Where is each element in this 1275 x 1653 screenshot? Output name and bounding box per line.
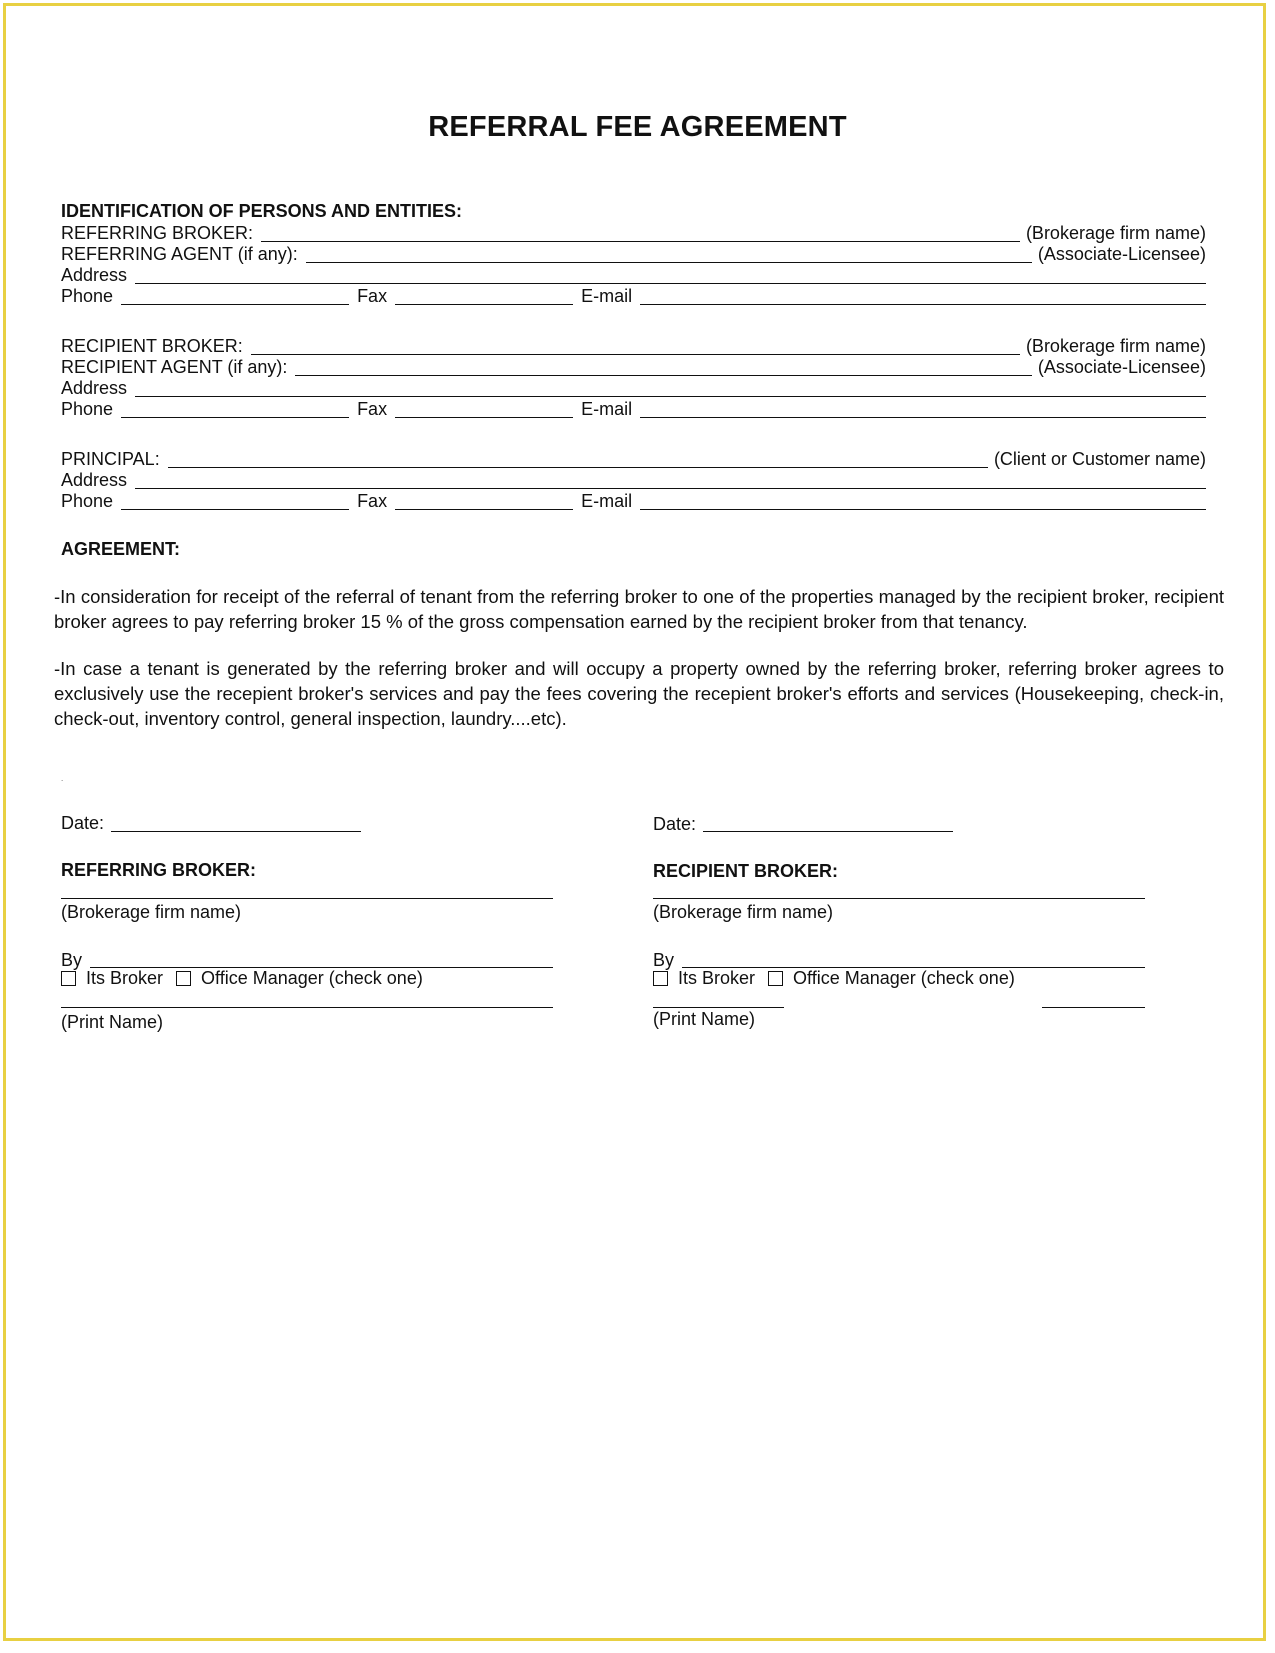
recipient-broker-hint: (Brokerage firm name) (1025, 336, 1206, 356)
referring-agent-row (61, 242, 1206, 264)
referring-signature-heading: REFERRING BROKER: (61, 860, 257, 880)
referring-firm-field[interactable] (61, 898, 553, 899)
referring-its-broker-label: Its Broker (86, 968, 164, 988)
recipient-print-name-field-right[interactable] (1042, 1007, 1145, 1008)
agreement-paragraph-2: -In case a tenant is generated by the referring broker and will occupy a property owned by the referring broker, referring broker agrees to exclusively use the recepient broker's services and pay the fees covering the recepient broker's efforts and services (Housekeeping, check-in, check-out, inventory control, general inspection, laundry....etc). (54, 658, 1224, 729)
principal-address-label: Address (61, 470, 128, 490)
recipient-print-name-field-left[interactable] (653, 1007, 784, 1008)
stray-mark: . (61, 774, 64, 783)
recipient-firm-hint: (Brokerage firm name) (653, 902, 834, 922)
referring-its-broker-checkbox[interactable] (61, 971, 76, 986)
recipient-phone-label: Phone (61, 399, 114, 419)
principal-label: PRINCIPAL: (61, 449, 160, 469)
principal-email-field[interactable] (640, 491, 1206, 510)
referring-date-label: Date: (61, 813, 105, 833)
recipient-office-manager-checkbox[interactable] (768, 971, 783, 986)
recipient-print-name-hint: (Print Name) (653, 1009, 756, 1029)
referring-by-label: By (61, 950, 83, 970)
agreement-paragraph-1: -In consideration for receipt of the referral of tenant from the referring broker to one of the properties managed by the recipient broker, recipient broker agrees to pay referring broker 15 % of the gross compensation earned by the recipient broker from that tenancy. (54, 586, 1224, 632)
principal-field[interactable] (168, 449, 988, 468)
recipient-its-broker-checkbox[interactable] (653, 971, 668, 986)
principal-fax-label: Fax (357, 491, 388, 511)
recipient-signature-heading: RECIPIENT BROKER: (653, 861, 839, 881)
referring-office-manager-checkbox[interactable] (176, 971, 191, 986)
principal-phone-field[interactable] (121, 491, 349, 510)
recipient-address-label: Address (61, 378, 128, 398)
referring-contact-row (61, 284, 1206, 306)
principal-address-row (61, 468, 1206, 490)
referring-broker-row (61, 221, 1206, 243)
referring-fax-field[interactable] (395, 286, 573, 305)
referring-phone-label: Phone (61, 286, 114, 306)
recipient-agent-row (61, 355, 1206, 377)
recipient-phone-field[interactable] (121, 399, 349, 418)
referring-broker-field[interactable] (261, 223, 1020, 242)
document-title: REFERRAL FEE AGREEMENT (428, 111, 847, 143)
referring-address-field[interactable] (135, 265, 1206, 284)
referring-print-name-field[interactable] (61, 1007, 553, 1008)
recipient-address-field[interactable] (135, 378, 1206, 397)
recipient-office-manager-label: Office Manager (check one) (793, 968, 1015, 988)
principal-phone-label: Phone (61, 491, 114, 511)
recipient-date-field[interactable] (703, 831, 953, 832)
principal-row (61, 447, 1206, 469)
referring-phone-field[interactable] (121, 286, 349, 305)
referring-broker-hint: (Brokerage firm name) (1025, 223, 1206, 243)
referring-address-label: Address (61, 265, 128, 285)
referring-fax-label: Fax (357, 286, 388, 306)
referring-address-row (61, 263, 1206, 285)
recipient-by-label: By (653, 950, 675, 970)
recipient-broker-label: RECIPIENT BROKER: (61, 336, 243, 356)
referring-date-field[interactable] (111, 831, 361, 832)
referring-agent-hint: (Associate-Licensee) (1037, 244, 1206, 264)
recipient-its-broker-label: Its Broker (678, 968, 756, 988)
recipient-date-label: Date: (653, 814, 697, 834)
recipient-fax-field[interactable] (395, 399, 573, 418)
referring-print-name-hint: (Print Name) (61, 1012, 164, 1032)
principal-email-label: E-mail (581, 491, 633, 511)
document-page (3, 3, 1266, 1641)
referring-email-field[interactable] (640, 286, 1206, 305)
recipient-address-row (61, 376, 1206, 398)
recipient-email-field[interactable] (640, 399, 1206, 418)
principal-address-field[interactable] (135, 470, 1206, 489)
recipient-broker-field[interactable] (251, 336, 1020, 355)
recipient-fax-label: Fax (357, 399, 388, 419)
referring-office-manager-label: Office Manager (check one) (201, 968, 423, 988)
referring-broker-label: REFERRING BROKER: (61, 223, 254, 243)
principal-contact-row (61, 489, 1206, 511)
referring-firm-hint: (Brokerage firm name) (61, 902, 242, 922)
recipient-contact-row (61, 397, 1206, 419)
recipient-agent-field[interactable] (295, 357, 1032, 376)
recipient-agent-hint: (Associate-Licensee) (1037, 357, 1206, 377)
principal-fax-field[interactable] (395, 491, 573, 510)
identification-heading: IDENTIFICATION OF PERSONS AND ENTITIES: (61, 201, 463, 221)
recipient-firm-field[interactable] (653, 898, 1145, 899)
referring-role-options (61, 968, 423, 989)
referring-email-label: E-mail (581, 286, 633, 306)
recipient-agent-label: RECIPIENT AGENT (if any): (61, 357, 288, 377)
referring-agent-field[interactable] (306, 244, 1032, 263)
agreement-heading: AGREEMENT: (61, 539, 181, 559)
recipient-email-label: E-mail (581, 399, 633, 419)
recipient-broker-row (61, 334, 1206, 356)
principal-hint: (Client or Customer name) (993, 449, 1206, 469)
recipient-role-options (653, 968, 1015, 989)
referring-agent-label: REFERRING AGENT (if any): (61, 244, 298, 264)
